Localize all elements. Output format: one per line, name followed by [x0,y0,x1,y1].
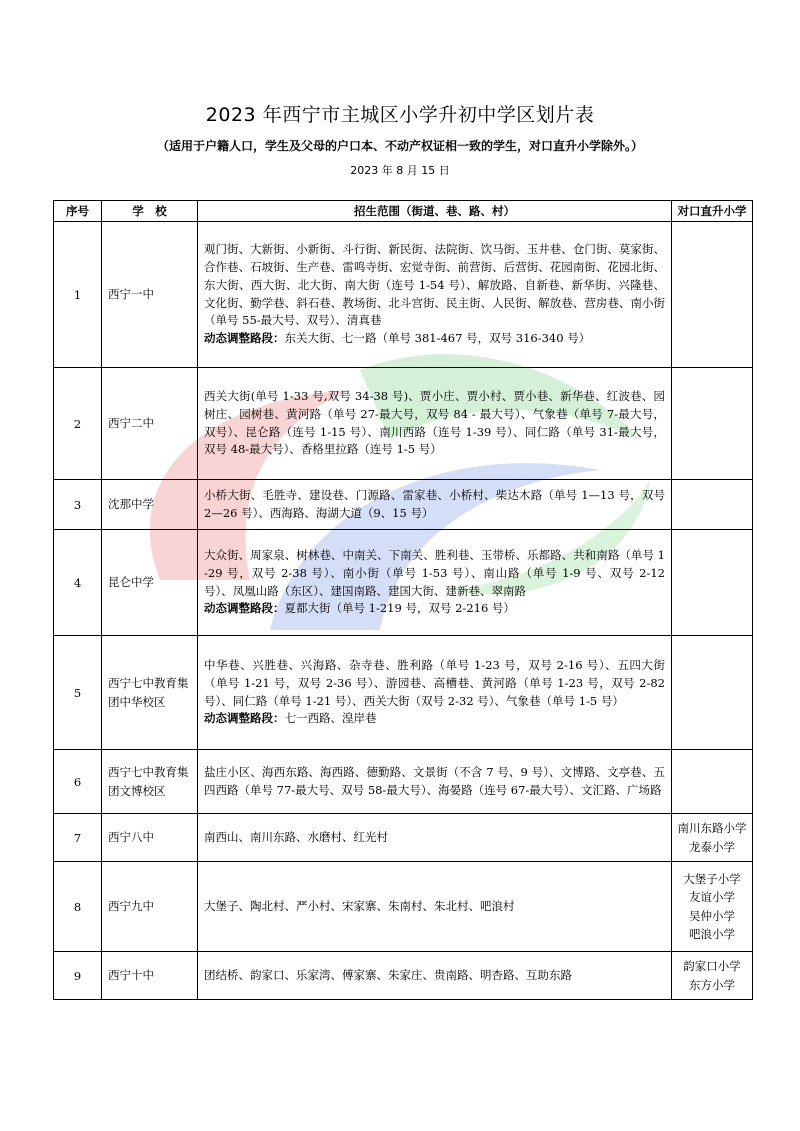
table-row [54,530,753,636]
direct-school-name: 友谊小学 [689,890,735,905]
document-date: 2023 年 8 月 15 日 [350,164,450,177]
zoning-table [53,200,753,1000]
range-text: 大堡子、陶北村、严小村、宋家寨、朱南村、朱北村、吧浪村 [204,898,515,913]
header-direct: 对口直升小学 [672,201,753,222]
dynamic-label: 动态调整路段： [204,331,285,346]
row-index: 9 [54,952,102,1000]
range-text: 小桥大街、毛胜寺、建设巷、门源路、雷家巷、小桥村、柴达木路（单号 1—13 号，双号 2—26 号）、西海路、海湖大道（9、15 号） [204,487,665,520]
header-index: 序号 [54,201,102,222]
table-row [54,952,753,1000]
table-row [54,368,753,480]
header-school: 学 校 [102,201,198,222]
table-row [54,814,753,862]
row-range [198,222,672,368]
row-index: 3 [54,480,102,530]
direct-school-name: 吧浪小学 [689,926,735,941]
row-direct-schools [672,480,753,530]
row-index: 5 [54,636,102,750]
dynamic-text: 夏都大街（单号 1-219 号，双号 2-216 号） [284,601,515,616]
row-direct-schools [672,530,753,636]
row-index: 4 [54,530,102,636]
range-text: 盐庄小区、海西东路、海西路、德勤路、文景街（不含 7 号、9 号）、文博路、文亭巷、五四西路（单号 77-最大号、双号 58-最大号）、海晏路（连号 67-最大号）、文汇路、广场路 [204,764,665,797]
row-direct-schools [672,222,753,368]
row-range [198,952,672,1000]
row-school: 沈那中学 [102,480,198,530]
row-school: 西宁八中 [102,814,198,862]
row-school: 西宁七中教育集团中华校区 [102,636,198,750]
row-range [198,480,672,530]
table-row [54,750,753,814]
range-text: 中华巷、兴胜巷、兴海路、杂寺巷、胜利路（单号 1-23 号，双号 2-16 号）、五四大街（单号 1-21 号，双号 2-36 号）、游园巷、高槽巷、黄河路（单号 1-23 号，双号 2-82 号）、同仁路（单号 1-21 号）、西关大街（双号 2-32 号）、气象巷（单号 1-5 号） [204,657,665,708]
dynamic-adjustment [204,330,665,348]
row-range [198,750,672,814]
row-school: 西宁七中教育集团文博校区 [102,750,198,814]
table-body [54,222,753,1000]
document-title: 2023 年西宁市主城区小学升初中学区划片表 [205,104,595,126]
header-range: 招生范围（街道、巷、路、村） [198,201,672,222]
range-text: 观门街、大新街、小新街、斗行街、新民街、法院街、饮马街、玉井巷、仓门街、莫家街、合作巷、石坡街、生产巷、雷鸣寺街、宏觉寺街、前营街、后营街、花园南街、花园北街、东大街、西大街、北大街、南大街（连号 1-54 号）、解放路、自新巷、新华街、兴隆巷、文化街、勤学巷、斜石巷、教场街、北斗宫街、民主街、人民街、解放巷、营房巷、南小街（单号 55-最大号、双号）、清真巷 [204,242,665,328]
direct-school-name: 龙泰小学 [689,839,735,854]
direct-school-name: 吴仲小学 [689,908,735,923]
row-direct-schools [672,814,753,862]
direct-school-name: 韵家口小学 [683,959,741,974]
table-row [54,480,753,530]
direct-school-name: 南川东路小学 [677,821,747,836]
row-direct-schools [672,750,753,814]
row-school: 西宁一中 [102,222,198,368]
row-range [198,636,672,750]
row-range [198,862,672,952]
dynamic-adjustment [204,600,665,618]
dynamic-text: 东关大街、七一路（单号 381-467 号，双号 316-340 号） [284,331,591,346]
table-row [54,636,753,750]
row-school: 昆仑中学 [102,530,198,636]
row-range [198,814,672,862]
table-row [54,862,753,952]
row-index: 6 [54,750,102,814]
direct-school-name: 东方小学 [689,977,735,992]
row-range [198,530,672,636]
row-direct-schools [672,952,753,1000]
direct-school-name: 大堡子小学 [683,871,741,886]
range-text: 大众街、周家泉、树林巷、中南关、下南关、胜利巷、玉带桥、乐都路、共和南路（单号 1-29 号，双号 2-38 号）、南小街（单号 1-53 号）、南山路（单号 1-9 号、双号 2-12 号）、凤凰山路（东区）、建国南路、建国大街、建新巷、翠南路 [204,547,665,598]
row-school: 西宁十中 [102,952,198,1000]
row-school: 西宁九中 [102,862,198,952]
row-index: 7 [54,814,102,862]
dynamic-adjustment [204,710,665,728]
row-index: 1 [54,222,102,368]
row-index: 8 [54,862,102,952]
row-range [198,368,672,480]
dynamic-text: 七一西路、湟岸巷 [284,711,377,726]
row-direct-schools [672,636,753,750]
row-direct-schools [672,862,753,952]
row-direct-schools [672,368,753,480]
document-subtitle: （适用于户籍人口，学生及父母的户口本、不动产权证相一致的学生，对口直升小学除外。） [156,139,643,153]
table-row [54,222,753,368]
dynamic-label: 动态调整路段： [204,601,285,616]
range-text: 西关大街(单号 1-33 号,双号 34-38 号)、贾小庄、贾小村、贾小巷、新华巷、红波巷、园树庄、园树巷、黄河路（单号 27-最大号，双号 84 - 最大号）、气象巷（单号 7-最大号，双号）、昆仑路（连号 1-15 号）、南川西路（连号 1-39 号）、同仁路（单号 31-最大号，双号 48-最大号）、香格里拉路（连号 1-5 号） [204,388,665,457]
dynamic-label: 动态调整路段： [204,711,285,726]
range-text: 南西山、南川东路、水磨村、红光村 [204,829,388,844]
table-header-row [54,201,753,222]
row-school: 西宁二中 [102,368,198,480]
range-text: 团结桥、韵家口、乐家湾、傅家寨、朱家庄、贵南路、明杏路、互助东路 [204,967,572,982]
row-index: 2 [54,368,102,480]
